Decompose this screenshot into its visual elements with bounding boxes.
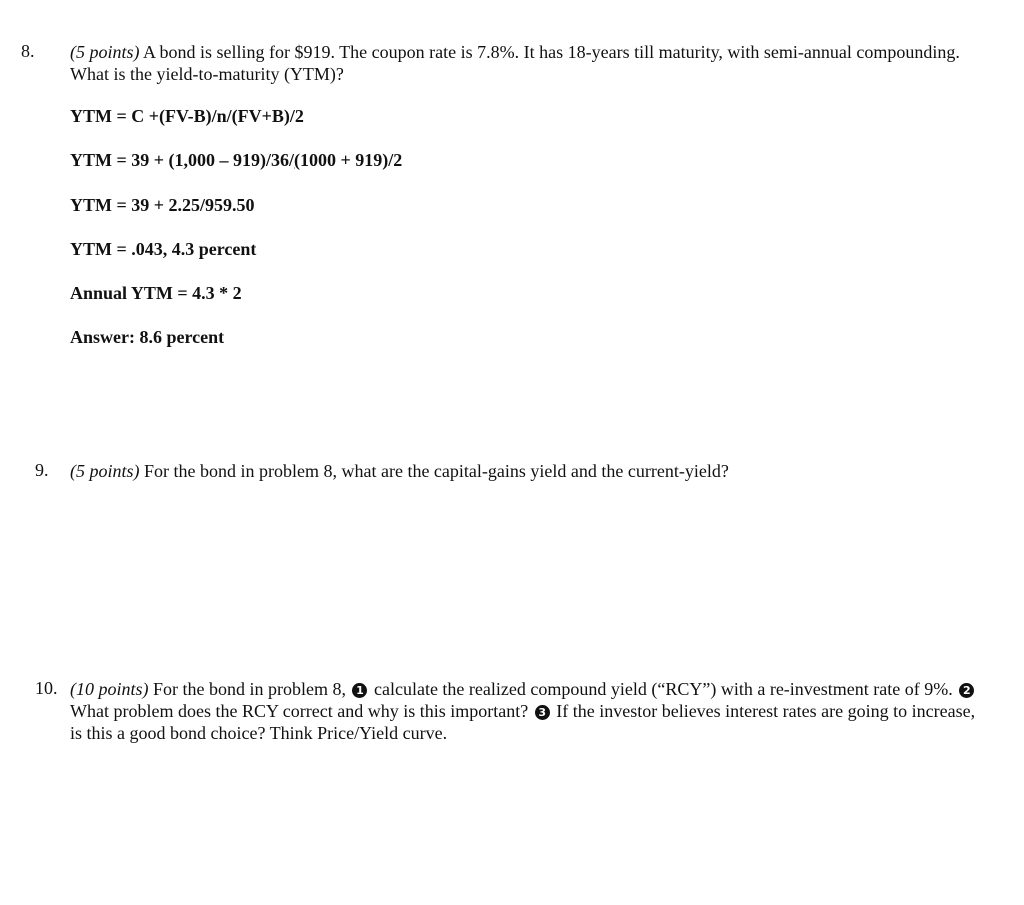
ytm-result: YTM = .043, 4.3 percent bbox=[70, 239, 257, 259]
problem-number: 10. bbox=[35, 678, 58, 698]
circled-number-3-icon: 3 bbox=[535, 705, 550, 720]
circled-number-1-icon: 1 bbox=[352, 683, 367, 698]
substitution-part-2: 1000 + 919)/2 bbox=[300, 150, 403, 170]
points-label: (5 points) bbox=[70, 461, 140, 481]
ytm-simplified: YTM = 39 + 2.25/959.50 bbox=[70, 195, 255, 215]
ytm-formula: YTM = C +(FV-B)/n/(FV+B)/2 bbox=[70, 106, 304, 126]
annual-ytm: Annual YTM = 4.3 * 2 bbox=[70, 283, 242, 303]
problem-number: 8. bbox=[21, 41, 35, 61]
points-label: (10 points) bbox=[70, 679, 149, 699]
ytm-substitution bbox=[70, 150, 402, 171]
question-text: For the bond in problem 8, what are the capital-gains yield and the current-yield? bbox=[139, 461, 729, 481]
points-label: (5 points) bbox=[70, 42, 140, 62]
substitution-part-1: YTM = 39 + (1,000 – 919)/36/ bbox=[70, 150, 294, 170]
question-part-a: calculate the realized compound yield (“RCY”) with a re-investment rate of 9%. bbox=[369, 679, 958, 699]
problem-question bbox=[70, 460, 985, 482]
problem-question bbox=[70, 678, 985, 744]
question-intro: For the bond in problem 8, bbox=[148, 679, 351, 699]
question-part-c: If the investor believes interest rates are going to increase, is this a good bond choice? Think Price/Yield curve. bbox=[70, 701, 976, 743]
question-text: A bond is selling for $919. The coupon rate is 7.8%. It has 18-years till maturity, with semi-annual compounding. What is the yield-to-maturity (YTM)? bbox=[70, 42, 960, 84]
problem-question bbox=[70, 41, 985, 85]
question-part-b: What problem does the RCY correct and why is this important? bbox=[70, 701, 533, 721]
answer: Answer: 8.6 percent bbox=[70, 327, 225, 347]
underlined-paren: ( bbox=[294, 150, 300, 170]
problem-number: 9. bbox=[35, 460, 49, 480]
circled-number-2-icon: 2 bbox=[959, 683, 974, 698]
